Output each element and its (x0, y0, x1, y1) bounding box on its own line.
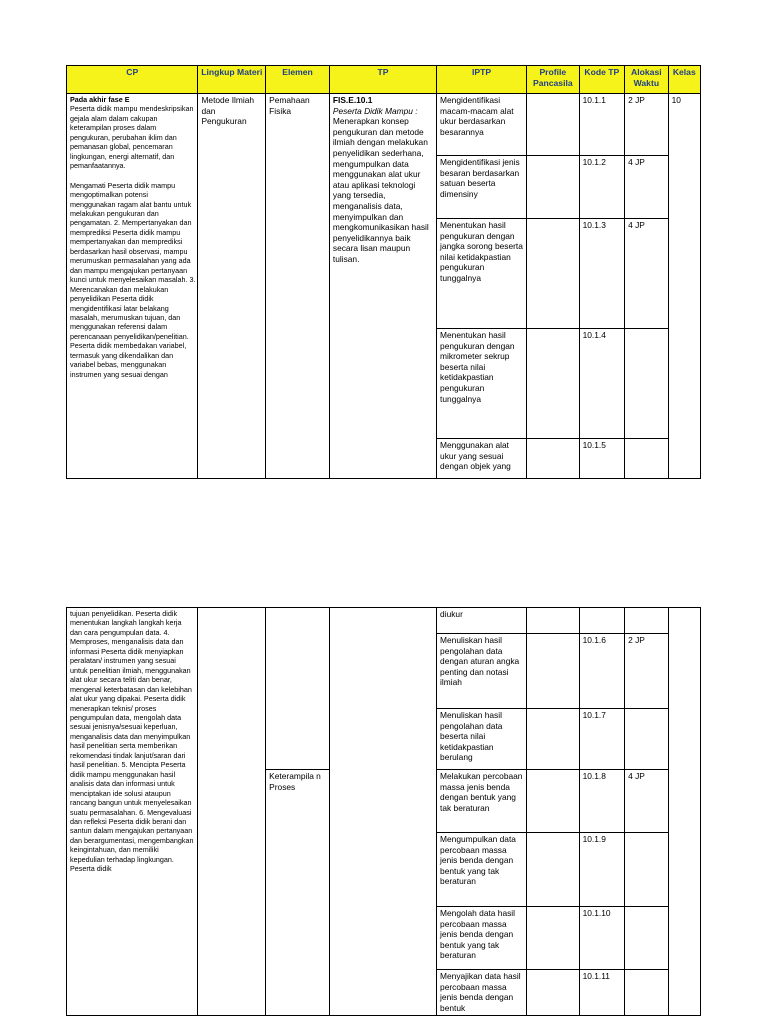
kelas-cell: 10 (668, 94, 700, 479)
cp-text: Peserta didik mampu mendeskripsikan gejala alam dalam cakupan keterampilan proses dalam pengukuran, perubahan iklim dan pemanasan global, pencemaran lingkungan, energi alternatif, dan pemanfaatannya. (70, 104, 194, 171)
iptp-cell: Menggunakan alat ukur yang sesuai dengan objek yang (437, 439, 527, 479)
kode-cell: 10.1.4 (579, 329, 625, 439)
header-kode-tp: Kode TP (579, 66, 625, 94)
alokasi-cell (625, 833, 668, 907)
tp-table-page-2 (66, 607, 701, 1016)
profile-cell (527, 94, 580, 156)
iptp-cell: Menuliskan hasil pengolahan data beserta nilai ketidakpastian berulang (437, 709, 527, 770)
kode-cell: 10.1.11 (579, 970, 625, 1016)
kode-cell: 10.1.5 (579, 439, 625, 479)
header-iptp: IPTP (437, 66, 527, 94)
header-alokasi-waktu: Alokasi Waktu (625, 66, 668, 94)
kode-cell: 10.1.7 (579, 709, 625, 770)
profile-cell (527, 608, 580, 634)
profile-cell (527, 709, 580, 770)
table-row (67, 94, 701, 156)
iptp-cell: Mengidentifikasi macam-macam alat ukur berdasarkan besarannya (437, 94, 527, 156)
tp-table-page-1 (66, 65, 701, 479)
kode-cell: 10.1.2 (579, 156, 625, 219)
alokasi-cell: 4 JP (625, 219, 668, 329)
profile-cell (527, 907, 580, 970)
alokasi-cell (625, 970, 668, 1016)
kode-cell: 10.1.8 (579, 770, 625, 833)
cp-cell: tujuan penyelidikan. Peserta didik menentukan langkah langkah kerja dan cara pengumpulan data. 4. Memproses, menganalisis data dan informasi Peserta didik menyiapkan peralatan/ instrumen yang sesuai untuk penelitian ilmiah, menggunakan alat ukur secara teliti dan benar, mengenal keterbatasan dan kelebihan alat ukur yang dipakai. Peserta didik menerapkan teknis/ proses pengumpulan data, mengolah data sesuai jenisnya/sesuai keperluan, menganalisis data dan menyimpulkan hasil penelitian serta memberikan rekomendasi tindak lanjut/saran dari hasil penelitian. 5. Mencipta Peserta didik mampu menggunakan hasil analisis data dan informasi untuk menciptakan ide solusi ataupun rancang bangun untuk menyelesaikan suatu permasalahan. 6. Mengevaluasi dan refleksi Peserta didik berani dan santun dalam mengajukan pertanyaan dan berargumentasi, mengembangkan keingintahuan, dan memiliki kepedulian terhadap lingkungan. Peserta didik (67, 608, 198, 1016)
cp-cell (67, 94, 198, 479)
alokasi-cell: 4 JP (625, 770, 668, 833)
kode-cell: 10.1.1 (579, 94, 625, 156)
profile-cell (527, 833, 580, 907)
alokasi-cell (625, 907, 668, 970)
alokasi-cell (625, 709, 668, 770)
tp-code: FIS.E.10.1 (332, 95, 373, 105)
lingkup-materi-cell: Metode Ilmiah dan Pengukuran (198, 94, 266, 479)
kode-cell: 10.1.3 (579, 219, 625, 329)
header-cp: CP (67, 66, 198, 94)
profile-cell (527, 439, 580, 479)
alokasi-cell (625, 329, 668, 439)
kode-cell (579, 608, 625, 634)
iptp-cell: Mengidentifikasi jenis besaran berdasarkan satuan beserta dimensiny (437, 156, 527, 219)
table-row (67, 608, 701, 634)
alokasi-cell: 2 JP (625, 94, 668, 156)
profile-cell (527, 634, 580, 709)
tp-subtitle: Peserta Didik Mampu : (332, 105, 418, 116)
profile-cell (527, 329, 580, 439)
tp-text: Menerapkan konsep pengukuran dan metode ilmiah dengan melakukan penyelidikan sederhana, mengumpulkan data menggunakan alat ukur atau aplikasi teknologi yang tersedia, menganalisis data, menyimpulkan dan mengkomunikasikan hasil penyelidikannya baik secara lisan maupun tulisan. (332, 116, 429, 264)
lingkup-materi-cell (198, 608, 266, 1016)
cp-heading: Pada akhir fase E (70, 95, 130, 104)
header-tp: TP (329, 66, 436, 94)
header-row (67, 66, 701, 94)
header-kelas: Kelas (668, 66, 700, 94)
alokasi-cell (625, 439, 668, 479)
header-elemen: Elemen (266, 66, 330, 94)
kelas-cell (668, 608, 700, 1016)
tp-cell (329, 94, 436, 479)
kode-cell: 10.1.6 (579, 634, 625, 709)
alokasi-cell: 2 JP (625, 634, 668, 709)
profile-cell (527, 156, 580, 219)
iptp-cell: Menyajikan data hasil percobaan massa jenis benda dengan bentuk (437, 970, 527, 1016)
elemen-cell: Pemahaan Fisika (266, 94, 330, 479)
tp-cell (329, 608, 436, 1016)
iptp-cell: Menuliskan hasil pengolahan data dengan aturan angka penting dan notasi ilmiah (437, 634, 527, 709)
iptp-cell: Menentukan hasil pengukuran dengan jangka sorong beserta nilai ketidakpastian pengukuran tunggalnya (437, 219, 527, 329)
alokasi-cell (625, 608, 668, 634)
iptp-cell: Mengolah data hasil percobaan massa jenis benda dengan bentuk yang tak beraturan (437, 907, 527, 970)
kode-cell: 10.1.10 (579, 907, 625, 970)
header-lingkup-materi: Lingkup Materi (198, 66, 266, 94)
profile-cell (527, 770, 580, 833)
iptp-cell: Mengumpulkan data percobaan massa jenis benda dengan bentuk yang tak beraturan (437, 833, 527, 907)
profile-cell (527, 219, 580, 329)
iptp-cell: diukur (437, 608, 527, 634)
kode-cell: 10.1.9 (579, 833, 625, 907)
iptp-cell: Melakukan percobaan massa jenis benda dengan bentuk yang tak beraturan (437, 770, 527, 833)
elemen-cell: Keterampila n Proses (266, 770, 330, 1016)
alokasi-cell: 4 JP (625, 156, 668, 219)
cp-text: Mengamati Peserta didik mampu mengoptimalkan potensi menggunakan ragam alat bantu untuk melakukan pengukuran dan pengamatan. 2. Mempertanyakan dan memprediksi Peserta didik mampu mempertanyakan dan memprediksi berdasarkan hasil observasi, mampu merumuskan permasalahan yang ada dan mampu mengajukan pertanyaan kunci untuk menyelesaikan masalah. 3. Merencanakan dan melakukan penyelidikan Peserta didik mengidentifikasi latar belakang masalah, merumuskan tujuan, dan menggunakan referensi dalam perencanaan penyelidikan/penelitian. Peserta didik membedakan variabel, termasuk yang dikendalikan dan variabel bebas, menggunakan instrumen yang sesuai dengan (70, 180, 196, 379)
iptp-cell: Menentukan hasil pengukuran dengan mikrometer sekrup beserta nilai ketidakpastian pengukuran tunggalnya (437, 329, 527, 439)
profile-cell (527, 970, 580, 1016)
header-profile-pancasila: Profile Pancasila (527, 66, 580, 94)
elemen-cell (266, 608, 330, 770)
